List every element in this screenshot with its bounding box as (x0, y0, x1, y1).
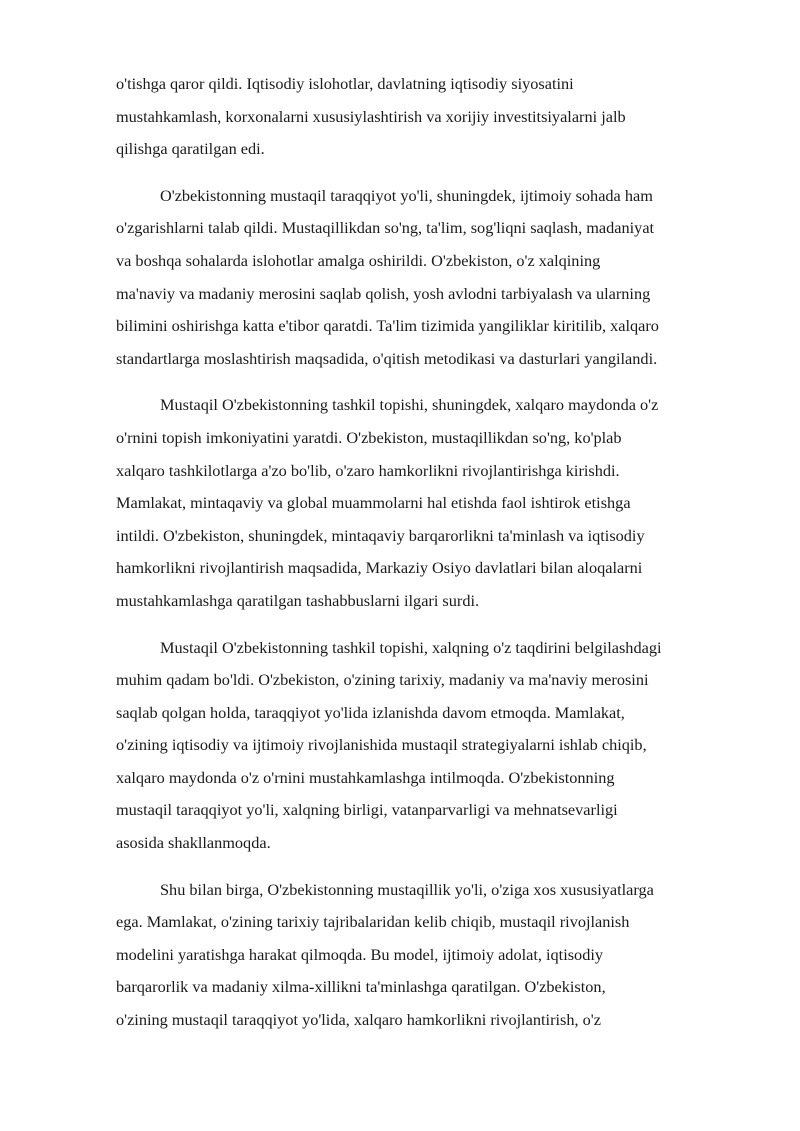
text-line: mustahkamlash, korxonalarni xususiylashtirish va xorijiy investitsiyalarni jalb (116, 106, 626, 126)
document-page (116, 68, 740, 1051)
paragraph-4 (116, 632, 740, 860)
text-line: asosida shakllanmoqda. (116, 833, 271, 853)
text-line: o'zining mustaqil taraqqiyot yo'lida, xalqaro hamkorlikni rivojlantirish, o'z (116, 1010, 601, 1030)
paragraph-2 (116, 180, 740, 376)
text-line: barqarorlik va madaniy xilma-xillikni ta'minlashga qaratilgan. O'zbekiston, (116, 977, 606, 997)
text-line: hamkorlikni rivojlantirish maqsadida, Markaziy Osiyo davlatlari bilan aloqalarni (116, 558, 643, 578)
text-line: va boshqa sohalarda islohotlar amalga oshirildi. O'zbekiston, o'z xalqining (116, 250, 601, 270)
text-line: Mustaqil O'zbekistonning tashkil topishi, shuningdek, xalqaro maydonda o'z (160, 395, 659, 415)
text-line: O'zbekistonning mustaqil taraqqiyot yo'li, shuningdek, ijtimoiy sohada ham (160, 185, 653, 205)
text-line: xalqaro maydonda o'z o'rnini mustahkamlashga intilmoqda. O'zbekistonning (116, 767, 615, 787)
text-line: mustaqil taraqqiyot yo'li, xalqning birligi, vatanparvarligi va mehnatsevarligi (116, 800, 618, 820)
text-line: saqlab qolgan holda, taraqqiyot yo'lida izlanishda davom etmoqda. Mamlakat, (116, 702, 625, 722)
text-line: o'tishga qaror qildi. Iqtisodiy islohotlar, davlatning iqtisodiy siyosatini (116, 74, 574, 93)
paragraph-3 (116, 389, 740, 617)
text-line: ega. Mamlakat, o'zining tarixiy tajribalaridan kelib chiqib, mustaqil rivojlanish (116, 912, 630, 932)
text-line: Shu bilan birga, O'zbekistonning mustaqillik yo'li, o'ziga xos xususiyatlarga (160, 879, 654, 899)
paragraph-5 (116, 874, 740, 1037)
text-line: muhim qadam bo'ldi. O'zbekiston, o'zining tarixiy, madaniy va ma'naviy merosini (116, 670, 649, 690)
text-line: o'zining iqtisodiy va ijtimoiy rivojlanishida mustaqil strategiyalarni ishlab chiqib, (116, 735, 647, 755)
text-line: xalqaro tashkilotlarga a'zo bo'lib, o'zaro hamkorlikni rivojlantirishga kirishdi. (116, 460, 620, 480)
text-line: o'zgarishlarni talab qildi. Mustaqillikdan so'ng, ta'lim, sog'liqni saqlash, madaniyat (116, 218, 655, 238)
text-line: o'rnini topish imkoniyatini yaratdi. O'zbekiston, mustaqillikdan so'ng, ko'plab (116, 427, 622, 447)
text-line: qilishga qaratilgan edi. (116, 139, 265, 159)
text-line: modelini yaratishga harakat qilmoqda. Bu model, ijtimoiy adolat, iqtisodiy (116, 944, 603, 964)
text-line: Mustaqil O'zbekistonning tashkil topishi, xalqning o'z taqdirini belgilashdagi (160, 637, 662, 657)
text-line: bilimini oshirishga katta e'tibor qaratdi. Ta'lim tizimida yangiliklar kiritilib, xalqaro (116, 316, 659, 336)
text-line: mustahkamlashga qaratilgan tashabbuslarni ilgari surdi. (116, 590, 480, 610)
text-line: standartlarga moslashtirish maqsadida, o'qitish metodikasi va dasturlari yangilandi. (116, 348, 658, 368)
paragraph-1 (116, 68, 740, 166)
text-line: Mamlakat, mintaqaviy va global muammolarni hal etishda faol ishtirok etishga (116, 493, 631, 513)
text-line: ma'naviy va madaniy merosini saqlab qolish, yosh avlodni tarbiyalash va ularning (116, 283, 651, 303)
text-line: intildi. O'zbekiston, shuningdek, mintaqaviy barqarorlikni ta'minlash va iqtisodiy (116, 525, 645, 545)
